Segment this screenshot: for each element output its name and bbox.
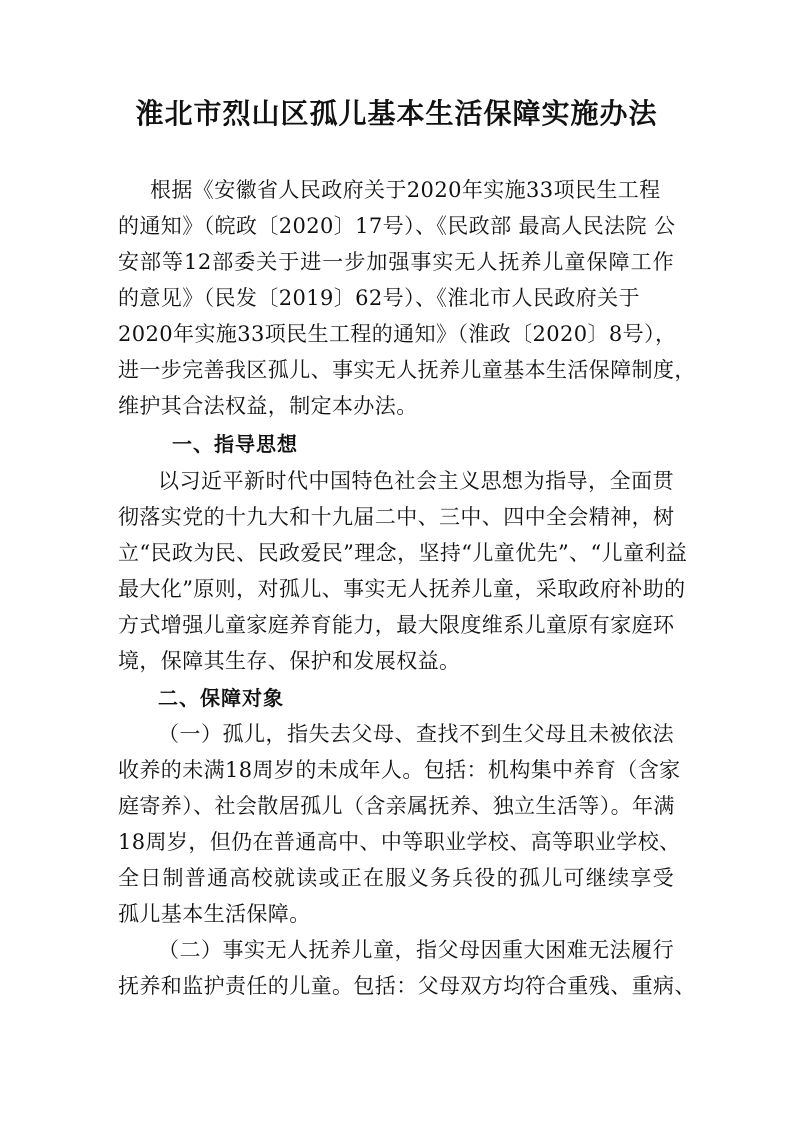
section-heading-guiding-ideology: 一、指导思想 (172, 432, 298, 456)
section2-item1-line: 18周岁，但仍在普通高中、中等职业学校、高等职业学校、 (118, 830, 681, 854)
section1-line: 以习近平新时代中国特色社会主义思想为指导，全面贯 (158, 469, 674, 493)
intro-line: 的通知》（皖政〔2020〕17号）、《民政部 最高人民法院 公 (118, 214, 676, 238)
section1-line: 立“民政为民、民政爱民”理念，坚持“儿童优先”、“儿童利益 (118, 541, 688, 565)
intro-line: 进一步完善我区孤儿、事实无人抚养儿童基本生活保障制度， (118, 358, 696, 382)
section1-line: 最大化”原则，对孤儿、事实无人抚养儿童，采取政府补助的 (118, 577, 686, 601)
section2-item1-line: 孤儿基本生活保障。 (118, 902, 311, 926)
intro-line: 安部等12部委关于进一步加强事实无人抚养儿童保障工作 (118, 250, 674, 274)
intro-line: 根据《安徽省人民政府关于2020年实施33项民生工程 (150, 178, 661, 202)
section2-item1-line: 庭寄养）、社会散居孤儿（含亲属抚养、独立生活等）。年满 (118, 794, 675, 818)
section2-item2-line: 抚养和监护责任的儿童。包括：父母双方均符合重残、重病、 (118, 974, 696, 998)
section-heading-beneficiaries: 二、保障对象 (158, 686, 284, 710)
section2-item1-line: 收养的未满18周岁的未成年人。包括：机构集中养育（含家 (118, 758, 681, 782)
intro-line: 维护其合法权益，制定本办法。 (118, 394, 418, 418)
section1-line: 方式增强儿童家庭养育能力，最大限度维系儿童原有家庭环 (118, 613, 675, 637)
document-title: 淮北市烈山区孤儿基本生活保障实施办法 (135, 97, 658, 130)
section1-line: 境，保障其生存、保护和发展权益。 (118, 649, 461, 673)
intro-line: 2020年实施33项民生工程的通知》（淮政〔2020〕8号）， (118, 322, 677, 346)
section2-item1-line: （一）孤儿，指失去父母、查找不到生父母且未被依法 (158, 722, 674, 746)
section1-line: 彻落实党的十九大和十九届二中、三中、四中全会精神，树 (118, 505, 675, 529)
intro-line: 的意见》（民发〔2019〕62号）、《淮北市人民政府关于 (118, 286, 640, 310)
section2-item1-line: 全日制普通高校就读或正在服义务兵役的孤儿可继续享受 (118, 866, 674, 890)
section2-item2-line: （二）事实无人抚养儿童，指父母因重大困难无法履行 (158, 938, 674, 962)
